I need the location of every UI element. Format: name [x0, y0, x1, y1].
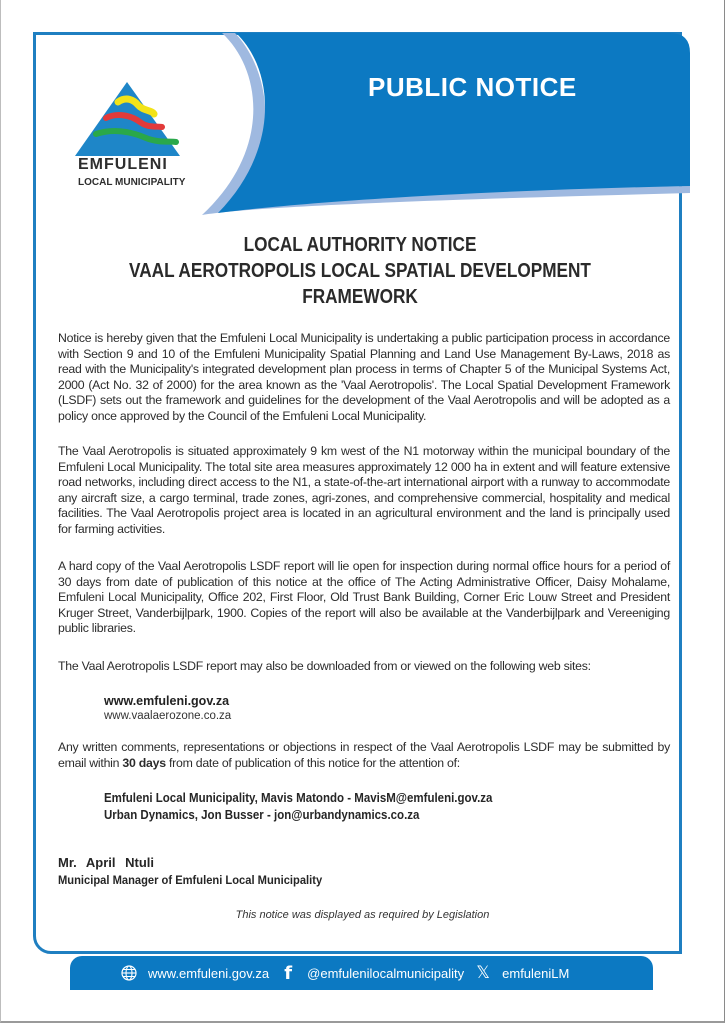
paragraph-comments [58, 740, 670, 771]
heading-line-2: VAAL AEROTROPOLIS LOCAL SPATIAL DEVELOPMENT [129, 260, 591, 282]
footer-website[interactable] [118, 965, 269, 981]
emfuleni-logo [70, 78, 200, 158]
comments-text-end: from date of publication of this notice for the attention of: [165, 755, 460, 770]
paragraph-inspection: A hard copy of the Vaal Aerotropolis LSDF report will lie open for inspection during normal office hours for a period of 30 days from date of publication of this notice at the office of The Acting Administrative Officer, Daisy Mohalame, Emfuleni Local Municipality, Office 202, First Floor, Old Trust Bank Building, Corner Eric Louw Street and President Kruger Street, Vanderbijlpark, 1900. Copies of the report will also be available at the Vanderbijlpark and Vereeniging public libraries. [58, 559, 670, 636]
footer-facebook-label: @emfulenilocalmunicipality [307, 965, 465, 981]
link-vaalaerozone[interactable]: www.vaalaerozone.co.za [104, 710, 232, 722]
globe-icon [118, 965, 140, 981]
paragraph-intro: Notice is hereby given that the Emfuleni Local Municipality is undertaking a public participation process in accordance with Section 9 and 10 of the Emfuleni Municipality Spatial Planning and Land Use Management By-Laws, 2018 as read with the Municipality's integrated development plan process in terms of Chapter 5 of the Municipal Systems Act, 2000 (Act No. 32 of 2000) for the area known as the 'Vaal Aerotropolis'. The Local Spatial Development Framework (LSDF) sets out the framework and guidelines for the development of the Vaal Aerotropolis and will be adopted as a policy once approved by the Council of the Emfuleni Local Municipality. [58, 331, 670, 423]
heading-line-1: LOCAL AUTHORITY NOTICE [243, 234, 477, 256]
notice-headings [93, 232, 626, 310]
comments-deadline: 30 days [122, 755, 166, 770]
contact-list [104, 790, 526, 824]
x-icon: 𝕏 [476, 963, 490, 983]
header-banner-shape [218, 33, 690, 213]
paragraph-location: The Vaal Aerotropolis is situated approximately 9 km west of the N1 motorway within the municipal boundary of the Emfuleni Local Municipality. The total site area measures approximately 12 000 ha in extent and will feature extensive road networks, including direct access to the N1, a state-of-the-art international airport with a runway to accommodate any aircraft size, a cargo terminal, trade zones, agri-zones, and comprehensive commercial, hospitality and medical facilities. The Vaal Aerotropolis project area is located in an agricultural environment and the land is principally used for farming activities. [58, 444, 670, 536]
signatory-name: Mr. April Ntuli [58, 855, 155, 870]
signoff [58, 854, 342, 888]
header-title: PUBLIC NOTICE [368, 72, 577, 102]
facebook-icon: f [284, 962, 293, 984]
footer-bar [70, 956, 653, 990]
paragraph-websites: The Vaal Aerotropolis LSDF report may also be downloaded from or viewed on the following web sites: [58, 659, 591, 673]
logo-subtitle: LOCAL MUNICIPALITY [78, 177, 186, 188]
legislation-note: This notice was displayed as required by Legislation [235, 909, 490, 921]
link-emfuleni[interactable]: www.emfuleni.gov.za [104, 694, 230, 708]
contact-emfuleni[interactable]: Emfuleni Local Municipality, Mavis Matondo - MavisM@emfuleni.gov.za [104, 791, 493, 805]
website-links [104, 693, 231, 724]
logo-wordmark: EMFULENI [78, 156, 168, 173]
comments-text-start: Any written comments, representations or objections in respect of the Vaal Aerotropolis LSDF may be submitted by email within [58, 740, 670, 770]
footer-website-label: www.emfuleni.gov.za [148, 965, 270, 981]
footer-x-label: emfuleniLM [502, 965, 570, 981]
signatory-title: Municipal Manager of Emfuleni Local Municipality [58, 873, 323, 887]
footer-x[interactable] [472, 963, 569, 983]
contact-urban-dynamics[interactable]: Urban Dynamics, Jon Busser - jon@urbandynamics.co.za [104, 808, 420, 822]
heading-line-3: FRAMEWORK [302, 286, 418, 308]
footer-facebook[interactable] [277, 963, 464, 984]
